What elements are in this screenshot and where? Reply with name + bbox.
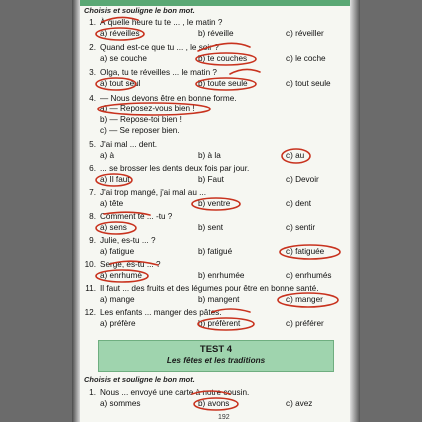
question-number: 11. — [85, 284, 96, 293]
question-number: 8. — [89, 212, 96, 221]
option-c[interactable]: c) le coche — [286, 54, 326, 63]
question-text: ... se brosser les dents deux fois par jour. — [100, 164, 250, 173]
option-b[interactable]: b) préfèrent — [198, 319, 241, 328]
option-a[interactable]: a) fatigue — [100, 247, 135, 256]
option-c[interactable]: c) manger — [286, 295, 323, 304]
question-text: Julie, es-tu ... ? — [100, 236, 156, 245]
option-b[interactable]: b) — Repose-toi bien ! — [100, 115, 182, 124]
question-number: 4. — [89, 94, 96, 103]
option-b[interactable]: b) avons — [198, 399, 230, 408]
instructions-2: Choisis et souligne le bon mot. — [84, 375, 195, 384]
question-text: Quand est-ce que tu ... , le soir ? — [100, 43, 219, 52]
question-number: 7. — [89, 188, 96, 197]
option-c[interactable]: c) avez — [286, 399, 313, 408]
option-a[interactable]: a) mange — [100, 295, 135, 304]
test-subtitle: Les fêtes et les traditions — [166, 356, 266, 365]
test-title: TEST 4 — [199, 344, 233, 355]
question-text: Serge, es-tu ... ? — [100, 260, 161, 269]
option-a[interactable]: a) — Reposez-vous bien ! — [100, 104, 195, 113]
question-number: 5. — [89, 140, 96, 149]
question-text: — Nous devons être en bonne forme. — [100, 94, 237, 103]
question-number: 2. — [89, 43, 96, 52]
question-text: Nous ... envoyé une carte à notre cousin. — [100, 388, 250, 397]
option-b[interactable]: b) réveille — [198, 29, 234, 38]
option-a[interactable]: a) sens — [100, 223, 127, 232]
option-c[interactable]: c) — Se reposer bien. — [100, 126, 180, 135]
page-shadow-right — [350, 0, 360, 422]
option-b[interactable]: b) mangent — [198, 295, 240, 304]
option-c[interactable]: c) réveiller — [286, 29, 324, 38]
option-b[interactable]: b) ventre — [198, 199, 231, 208]
option-a[interactable]: a) enrhumé — [100, 271, 142, 280]
option-b[interactable]: b) fatigué — [198, 247, 233, 256]
option-b[interactable]: b) Faut — [198, 175, 224, 184]
option-c[interactable]: c) sentir — [286, 223, 316, 232]
instructions: Choisis et souligne le bon mot. — [84, 6, 195, 15]
option-a[interactable]: a) à — [100, 151, 115, 160]
question-text: J'ai trop mangé, j'ai mal au ... — [100, 188, 206, 197]
question-text: Olga, tu te réveilles ... le matin ? — [100, 68, 217, 77]
option-b[interactable]: b) enrhumée — [198, 271, 245, 280]
option-a[interactable]: a) Il faut — [100, 175, 130, 184]
page-shadow-left — [72, 0, 80, 422]
question-number: 3. — [89, 68, 96, 77]
question-number: 1. — [89, 388, 96, 397]
question-number: 1. — [89, 18, 96, 27]
page-number: 192 — [218, 414, 230, 421]
question-number: 10. — [84, 260, 96, 269]
option-a[interactable]: a) tout seul — [100, 79, 141, 88]
question-text: Comment te ... -tu ? — [100, 212, 173, 221]
option-a[interactable]: a) réveilles — [100, 29, 140, 38]
option-a[interactable]: a) préfère — [100, 319, 136, 328]
question-text: Il faut ... des fruits et des légumes pour être en bonne santé. — [100, 284, 319, 293]
option-c[interactable]: c) au — [286, 151, 305, 160]
worksheet-page — [80, 0, 350, 422]
underline-mark — [230, 69, 260, 74]
option-c[interactable]: c) préférer — [286, 319, 324, 328]
test-header-box — [98, 340, 334, 372]
question-text: À quelle heure tu te ... , le matin ? — [100, 18, 223, 27]
question-number: 12. — [84, 308, 96, 317]
option-c[interactable]: c) enrhumés — [286, 271, 332, 280]
option-c[interactable]: c) dent — [286, 199, 312, 208]
question-text: Les enfants ... manger des pâtes. — [100, 308, 222, 317]
option-b[interactable]: b) toute seule — [198, 79, 248, 88]
question-number: 9. — [89, 236, 96, 245]
option-b[interactable]: b) te couches — [198, 54, 248, 63]
option-a[interactable]: a) tête — [100, 199, 124, 208]
question-number: 6. — [89, 164, 96, 173]
option-a[interactable]: a) sommes — [100, 399, 141, 408]
question-text: J'ai mal ... dent. — [100, 140, 158, 149]
option-a[interactable]: a) se couche — [100, 54, 147, 63]
option-c[interactable]: c) fatiguée — [286, 247, 325, 256]
option-b[interactable]: b) sent — [198, 223, 224, 232]
option-b[interactable]: b) à la — [198, 151, 221, 160]
option-c[interactable]: c) tout seule — [286, 79, 331, 88]
option-c[interactable]: c) Devoir — [286, 175, 319, 184]
